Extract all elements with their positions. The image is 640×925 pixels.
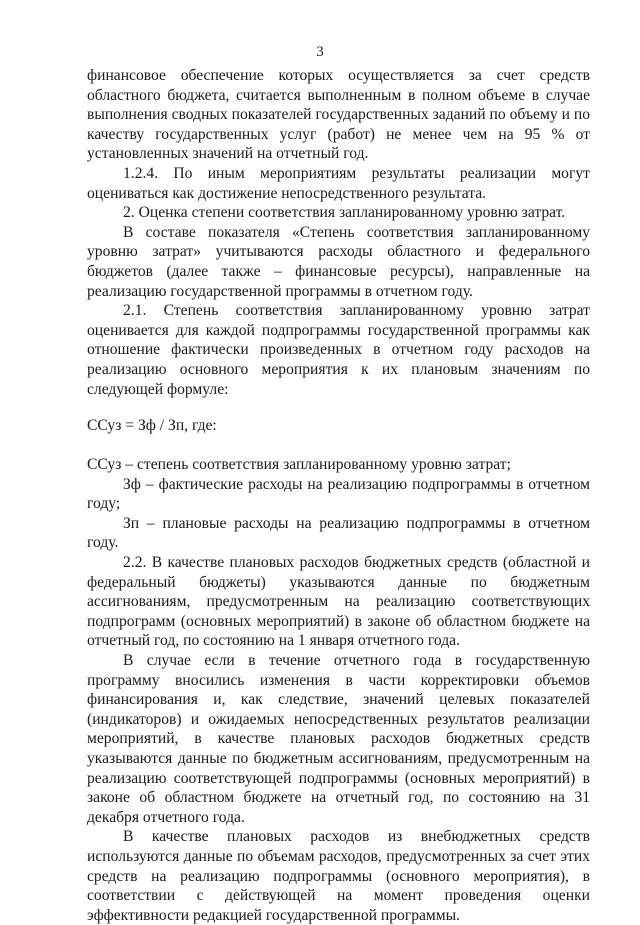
paragraph-2-1: 2.1. Степень соответствия запланированному уровню затрат оценивается для каждой подпрограммы государственной программы как отношение фактически произведенных в отчетном году расходов на реализацию основного мероприятия к их плановым значениям по следующей формуле: [87,302,590,398]
definition-zp: Зп – плановые расходы на реализацию подпрограммы в отчетном году. [87,514,590,552]
paragraph-1-2-4: 1.2.4. По иным мероприятиям результаты реализации могут оцениваться как достижение непосредственного результата. [87,164,590,202]
page-number: 3 [316,44,324,60]
document-body [87,66,590,925]
definition-ssuz: ССуз – степень соответствия запланированному уровню затрат; [87,456,511,474]
formula: ССуз = Зф / Зп, где: [87,417,217,435]
paragraph-1: финансовое обеспечение которых осуществляется за счет средств областного бюджета, считается выполненным в полном объеме в случае выполнения сводных показателей государственных заданий по объему и по качеству государственных услуг (работ) не менее чем на 95 % от установленных значений на отчетный год. [87,67,590,163]
paragraph-extrabudgetary: В качестве плановых расходов из внебюджетных средств используются данные по объемам расходов, предусмотренных за счет этих средств на реализацию подпрограммы (основного мероприятия), в соответствии с действующей на момент проведения оценки эффективности редакцией государственной программы. [87,828,590,924]
definition-zf: Зф – фактические расходы на реализацию подпрограммы в отчетном году; [87,475,590,513]
paragraph-changes: В случае если в течение отчетного года в государственную программу вносились изменения в части корректировки объемов финансирования и, как следствие, значений целевых показателей (индикаторов) и ожидаемых непосредственных результатов реализации мероприятий, в качестве плановых расходов бюджетных средств указываются данные по бюджетным ассигнованиям, предусмотренным на реализацию соответствующей подпрограммы (основных мероприятий) в законе об областном бюджете на отчетный год, по состоянию на 31 декабря отчетного года. [87,652,590,826]
paragraph-indicator: В составе показателя «Степень соответствия запланированному уровню затрат» учитываются расходы областного и федерального бюджетов (далее также – финансовые ресурсы), направленные на реализацию государственной программы в отчетном году. [87,223,590,300]
paragraph-section-2: 2. Оценка степени соответствия запланированному уровню затрат. [123,204,566,222]
paragraph-2-2: 2.2. В качестве плановых расходов бюджетных средств (областной и федеральный бюджеты) указываются данные по бюджетным ассигнованиям, предусмотренным на реализацию соответствующих подпрограмм (основных мероприятий) в законе об областном бюджете на отчетный год, по состоянию на 1 января отчетного года. [87,554,590,650]
